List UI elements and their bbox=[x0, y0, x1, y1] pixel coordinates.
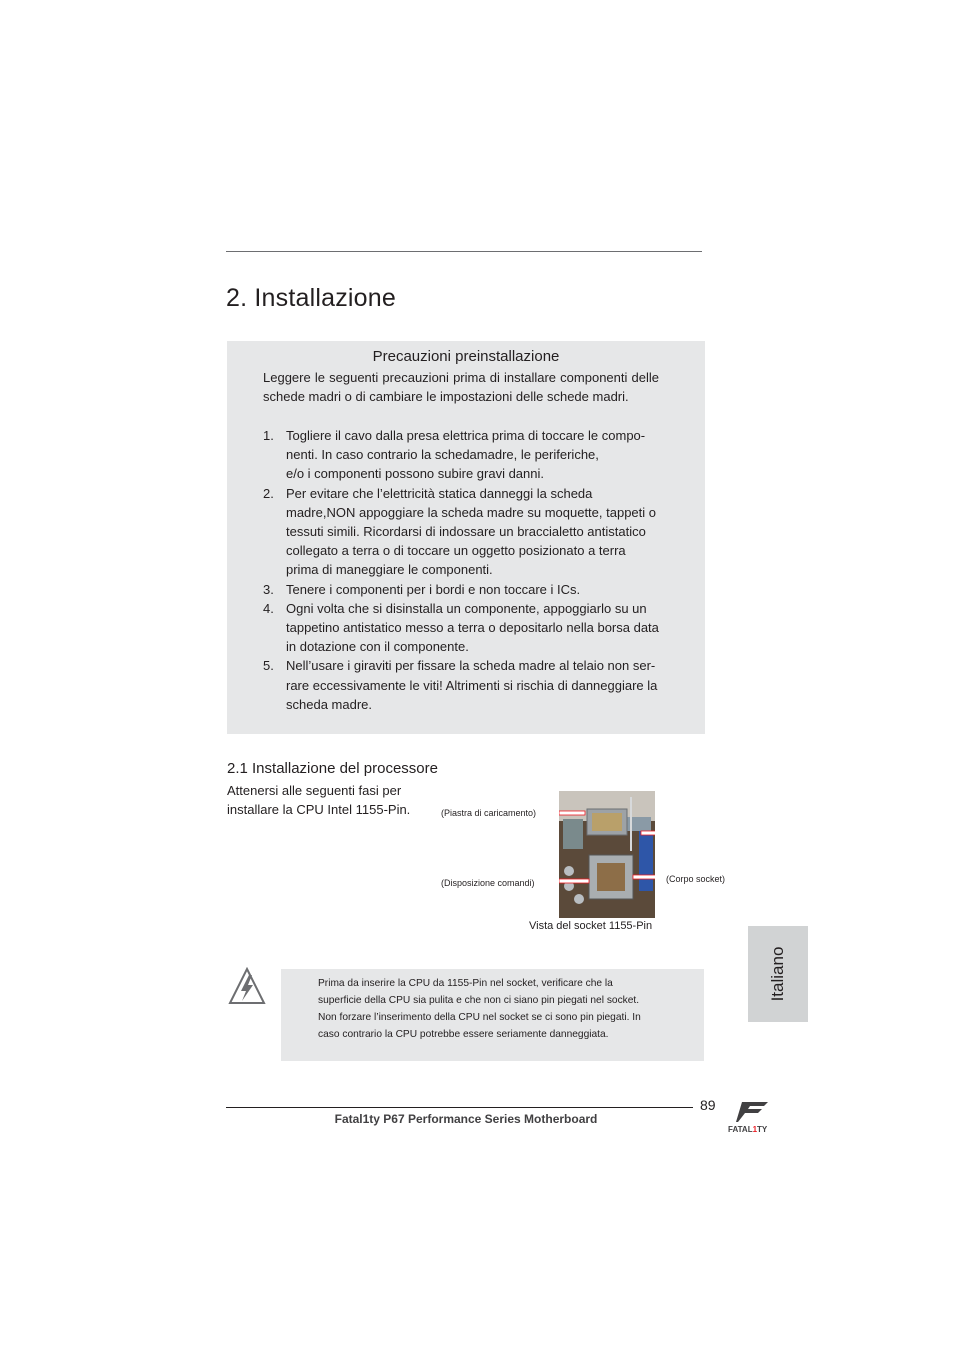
page-title: 2. Installazione bbox=[226, 284, 396, 312]
list-number: 5. bbox=[263, 658, 274, 674]
section-title: 2.1 Installazione del processore bbox=[227, 760, 438, 777]
precautions-panel bbox=[227, 341, 705, 734]
list-text: Nell’usare i giraviti per fissare la scheda madre al telaio non ser- rare eccessivamente le viti! Altrimenti si rischia di danneggiare la scheda madre. bbox=[286, 658, 658, 712]
precautions-title: Precauzioni preinstallazione bbox=[372, 348, 560, 365]
language-tab-label: Italiano bbox=[768, 946, 787, 1002]
label-load-lever: (Disposizione comandi) bbox=[441, 878, 535, 888]
precautions-intro: Leggere le seguenti precauzioni prima di installare componenti delle schede madri o di cambiare le impostazioni delle schede madri. bbox=[263, 370, 659, 405]
list-text: Togliere il cavo dalla presa elettrica prima di toccare le compo- nenti. In caso contrario la schedamadre, le periferiche, e/o i componenti possono subire gravi danni. bbox=[286, 428, 646, 482]
list-number: 2. bbox=[263, 485, 274, 501]
footer-title: Fatal1ty P67 Performance Series Motherboard bbox=[334, 1112, 598, 1126]
fatal1ty-logo bbox=[728, 1100, 782, 1136]
note-text: Prima da inserire la CPU da 1155-Pin nel socket, verificare che la superficie della CPU sia pulita e che non ci siano pin piegati nel socket. Non forzare l’inserimento della CPU nel socket se ci sono pin piegati. In caso contrario la CPU potrebbe essere seriamente danneggiata. bbox=[318, 978, 641, 1040]
label-socket-body: (Corpo socket) bbox=[666, 874, 726, 884]
figure-caption: Vista del socket 1155-Pin bbox=[529, 920, 653, 932]
list-item bbox=[263, 426, 659, 484]
cpu-socket-photo bbox=[559, 791, 655, 918]
list-number: 4. bbox=[263, 600, 274, 616]
list-item bbox=[263, 484, 659, 580]
note-panel bbox=[281, 969, 704, 1061]
label-load-plate: (Piastra di caricamento) bbox=[441, 808, 537, 818]
warning-icon bbox=[228, 967, 266, 1007]
page-number: 89 bbox=[700, 1097, 716, 1113]
list-number: 1. bbox=[263, 428, 274, 443]
list-item bbox=[263, 599, 659, 657]
top-rule bbox=[226, 251, 702, 252]
language-tab bbox=[748, 926, 808, 1022]
svg-text:FATAL1TY: FATAL1TY bbox=[728, 1125, 768, 1134]
list-text: Ogni volta che si disinstalla un componente, appoggiarlo su un tappetino antistatico messo a terra o depositarlo nella borsa data in dotazione con il componente. bbox=[286, 600, 659, 655]
section-text: Attenersi alle seguenti fasi per installare la CPU Intel 1155-Pin. bbox=[227, 783, 411, 817]
list-item bbox=[263, 656, 659, 714]
list-text: Tenere i componenti per i bordi e non toccare i ICs. bbox=[286, 581, 581, 597]
precautions-list bbox=[263, 426, 659, 714]
list-number: 3. bbox=[263, 581, 274, 597]
list-item bbox=[263, 580, 659, 599]
list-text: Per evitare che l’elettricità statica danneggi la scheda madre,NON appoggiare la scheda madre su moquette, tappeti o tessuti simili. Ricordarsi di indossare un braccialetto antistatico collegato a terra o di toccare un oggetto posizionato a terra prima di maneggiare le componenti. bbox=[286, 485, 656, 578]
footer-rule bbox=[226, 1107, 693, 1108]
